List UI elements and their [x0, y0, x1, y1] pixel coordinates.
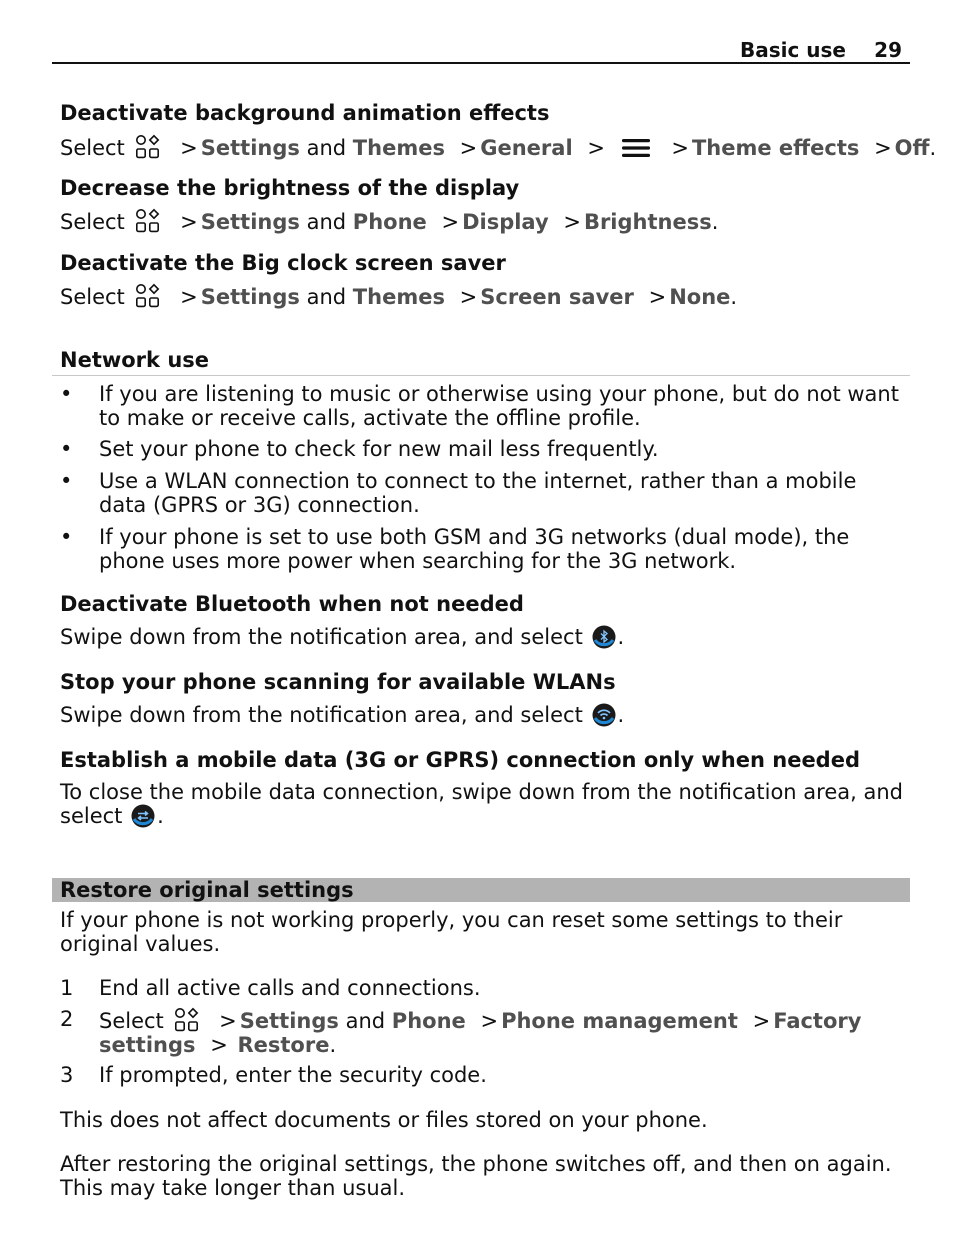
step-text: End all active calls and connections.: [99, 976, 481, 1000]
bluetooth-icon: [592, 625, 616, 649]
bullet: •: [60, 469, 73, 493]
mobile-data-icon: [131, 804, 155, 828]
apps-grid-icon: [135, 134, 161, 160]
bluetooth-heading: Deactivate Bluetooth when not needed: [60, 592, 524, 616]
step-text: Select > Settings and Phone > Phone management > Factory settings > Restore.: [99, 1009, 862, 1057]
anim-heading: Deactivate background animation effects: [60, 101, 550, 125]
restore-intro: If your phone is not working properly, you can reset some settings to their original values.: [60, 908, 843, 956]
list-item: Use a WLAN connection to connect to the internet, rather than a mobile data (GPRS or 3G) connection.: [99, 469, 857, 517]
restore-heading: Restore original settings: [60, 878, 354, 902]
mobile-data-line1: To close the mobile data connection, swipe down from the notification area, and: [60, 780, 903, 804]
apps-grid-icon: [135, 208, 161, 234]
network-heading: Network use: [60, 348, 210, 372]
wlan-heading: Stop your phone scanning for available WLANs: [60, 670, 616, 694]
list-item: Set your phone to check for new mail less frequently.: [99, 437, 659, 461]
mobile-data-line2: select .: [60, 804, 164, 828]
restore-note: This does not affect documents or files stored on your phone.: [60, 1108, 708, 1132]
bullet: •: [60, 525, 73, 549]
list-item: If your phone is set to use both GSM and 3G networks (dual mode), the phone uses more power when searching for the 3G network.: [99, 525, 850, 573]
wlan-instruction: Swipe down from the notification area, and select .: [60, 703, 625, 727]
bullet: •: [60, 382, 73, 406]
anim-instruction: Select > Settings and Themes > General > > Theme effects > Off.: [60, 136, 937, 160]
menu-icon: [621, 137, 651, 159]
list-item: If you are listening to music or otherwise using your phone, but do not want to make or receive calls, activate the offline profile.: [99, 382, 899, 430]
brightness-instruction: Select > Settings and Phone > Display > Brightness.: [60, 210, 719, 234]
brightness-heading: Decrease the brightness of the display: [60, 176, 520, 200]
apps-grid-icon: [135, 283, 161, 309]
mobile-data-heading: Establish a mobile data (3G or GPRS) connection only when needed: [60, 748, 860, 772]
apps-grid-icon: [174, 1007, 200, 1033]
clock-heading: Deactivate the Big clock screen saver: [60, 251, 506, 275]
restore-section-bar: [52, 878, 910, 902]
step-text: If prompted, enter the security code.: [99, 1063, 487, 1087]
step-number: 3: [60, 1063, 74, 1087]
page-number: 29: [874, 38, 902, 62]
wlan-icon: [592, 703, 616, 727]
step-number: 2: [60, 1007, 74, 1031]
bluetooth-instruction: Swipe down from the notification area, and select .: [60, 625, 625, 649]
step-number: 1: [60, 976, 74, 1000]
bullet: •: [60, 437, 73, 461]
page-header: [52, 30, 910, 64]
header-title: Basic use: [739, 38, 846, 62]
clock-instruction: Select > Settings and Themes > Screen saver > None.: [60, 285, 738, 309]
section-divider: [52, 375, 910, 376]
restore-note: After restoring the original settings, the phone switches off, and then on again. This may take longer than usual.: [60, 1152, 892, 1200]
